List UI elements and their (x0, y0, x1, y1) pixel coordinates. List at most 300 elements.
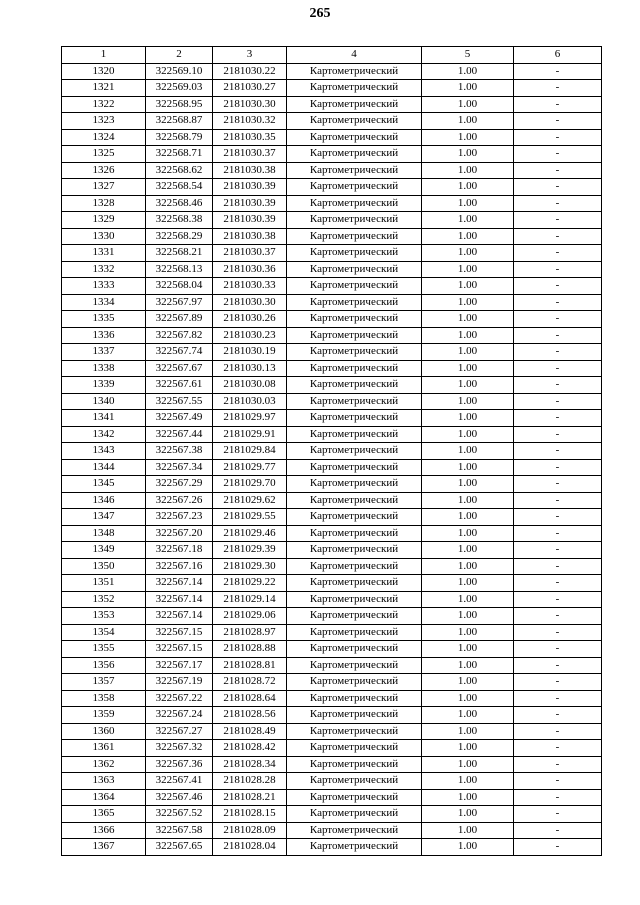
table-row (62, 443, 602, 460)
table-cell: 2181028.15 (213, 806, 287, 823)
table-cell: 1.00 (422, 245, 514, 262)
table-cell: 1.00 (422, 492, 514, 509)
table-cell: 1354 (62, 624, 146, 641)
table-cell: 322567.89 (146, 311, 213, 328)
table-cell: 2181029.62 (213, 492, 287, 509)
table-cell: 2181028.34 (213, 756, 287, 773)
table-cell: 1.00 (422, 773, 514, 790)
table-cell: 2181028.28 (213, 773, 287, 790)
table-cell: - (514, 113, 602, 130)
table-cell: 1330 (62, 228, 146, 245)
table-cell: - (514, 542, 602, 559)
table-cell: - (514, 558, 602, 575)
table-cell: 1331 (62, 245, 146, 262)
table-cell: - (514, 608, 602, 625)
table-cell: 1.00 (422, 542, 514, 559)
table-cell: 2181028.64 (213, 690, 287, 707)
table-cell: 1326 (62, 162, 146, 179)
table-cell: Картометрический (287, 740, 422, 757)
table-cell: Картометрический (287, 113, 422, 130)
table-cell: 1328 (62, 195, 146, 212)
table-cell: 1.00 (422, 146, 514, 163)
table-cell: Картометрический (287, 575, 422, 592)
table-cell: 1366 (62, 822, 146, 839)
table-cell: Картометрический (287, 641, 422, 658)
table-cell: 2181028.88 (213, 641, 287, 658)
table-cell: 1.00 (422, 360, 514, 377)
table-cell: 1.00 (422, 822, 514, 839)
table-cell: Картометрический (287, 542, 422, 559)
table-row (62, 278, 602, 295)
table-cell: 1.00 (422, 228, 514, 245)
table-cell: 322567.18 (146, 542, 213, 559)
table-row (62, 410, 602, 427)
table-cell: - (514, 162, 602, 179)
table-cell: - (514, 575, 602, 592)
table-row (62, 525, 602, 542)
table-cell: - (514, 756, 602, 773)
table-cell: 1337 (62, 344, 146, 361)
table-cell: 2181030.13 (213, 360, 287, 377)
table-cell: 2181029.84 (213, 443, 287, 460)
table-cell: 2181030.27 (213, 80, 287, 97)
table-cell: 2181028.09 (213, 822, 287, 839)
table-cell: 1336 (62, 327, 146, 344)
table-cell: 322568.29 (146, 228, 213, 245)
table-cell: 1.00 (422, 311, 514, 328)
table-cell: 322567.16 (146, 558, 213, 575)
table-cell: 1.00 (422, 509, 514, 526)
table-cell: 322567.44 (146, 426, 213, 443)
table-row (62, 63, 602, 80)
coordinates-table (61, 46, 602, 856)
table-cell: 2181030.03 (213, 393, 287, 410)
table-cell: Картометрический (287, 459, 422, 476)
table-cell: 322567.20 (146, 525, 213, 542)
table-cell: 1332 (62, 261, 146, 278)
table-cell: 1.00 (422, 129, 514, 146)
table-cell: - (514, 393, 602, 410)
table-cell: 1.00 (422, 624, 514, 641)
table-cell: - (514, 806, 602, 823)
table-row (62, 773, 602, 790)
table-row (62, 426, 602, 443)
table-row (62, 228, 602, 245)
table-cell: 1329 (62, 212, 146, 229)
table-cell: Картометрический (287, 822, 422, 839)
table-cell: 322568.04 (146, 278, 213, 295)
table-cell: 322568.21 (146, 245, 213, 262)
table-cell: Картометрический (287, 261, 422, 278)
table-cell: 1364 (62, 789, 146, 806)
table-cell: Картометрический (287, 96, 422, 113)
table-cell: Картометрический (287, 789, 422, 806)
table-cell: 1362 (62, 756, 146, 773)
table-cell: 2181030.35 (213, 129, 287, 146)
table-cell: 2181029.06 (213, 608, 287, 625)
table-cell: 1325 (62, 146, 146, 163)
column-header: 4 (287, 47, 422, 64)
table-cell: 1355 (62, 641, 146, 658)
table-cell: 1.00 (422, 261, 514, 278)
table-cell: 322567.38 (146, 443, 213, 460)
table-row (62, 245, 602, 262)
table-row (62, 740, 602, 757)
table-row (62, 608, 602, 625)
table-cell: 2181029.39 (213, 542, 287, 559)
table-cell: 322568.87 (146, 113, 213, 130)
table-cell: - (514, 228, 602, 245)
table-row (62, 492, 602, 509)
table-cell: 322567.61 (146, 377, 213, 394)
table-cell: Картометрический (287, 707, 422, 724)
table-cell: 322568.79 (146, 129, 213, 146)
table-row (62, 542, 602, 559)
table-cell: 1320 (62, 63, 146, 80)
table-cell: - (514, 624, 602, 641)
table-cell: Картометрический (287, 179, 422, 196)
table-row (62, 707, 602, 724)
table-row (62, 377, 602, 394)
table-cell: Картометрический (287, 509, 422, 526)
table-cell: Картометрический (287, 476, 422, 493)
table-row (62, 674, 602, 691)
table-cell: 1367 (62, 839, 146, 856)
table-cell: 1.00 (422, 575, 514, 592)
table-cell: - (514, 707, 602, 724)
table-cell: 322567.29 (146, 476, 213, 493)
table-cell: 2181030.30 (213, 96, 287, 113)
table-cell: - (514, 63, 602, 80)
table-cell: 1.00 (422, 657, 514, 674)
table-cell: Картометрический (287, 146, 422, 163)
table-cell: Картометрический (287, 245, 422, 262)
table-row (62, 162, 602, 179)
table-cell: 2181029.97 (213, 410, 287, 427)
table-cell: 322567.22 (146, 690, 213, 707)
table-cell: - (514, 278, 602, 295)
table-cell: - (514, 146, 602, 163)
table-cell: 1363 (62, 773, 146, 790)
table-cell: 2181030.39 (213, 179, 287, 196)
table-cell: 1.00 (422, 344, 514, 361)
table-cell: - (514, 740, 602, 757)
table-cell: - (514, 476, 602, 493)
table-cell: 1345 (62, 476, 146, 493)
table-row (62, 789, 602, 806)
table-row (62, 179, 602, 196)
table-cell: Картометрический (287, 624, 422, 641)
table-cell: 322567.52 (146, 806, 213, 823)
table-cell: 2181030.36 (213, 261, 287, 278)
table-cell: - (514, 674, 602, 691)
table-cell: 2181029.14 (213, 591, 287, 608)
table-cell: Картометрический (287, 129, 422, 146)
table-cell: 1.00 (422, 525, 514, 542)
table-row (62, 146, 602, 163)
table-cell: 1.00 (422, 212, 514, 229)
table-cell: 1.00 (422, 63, 514, 80)
table-cell: Картометрический (287, 393, 422, 410)
table-cell: 322567.26 (146, 492, 213, 509)
table-row (62, 624, 602, 641)
table-cell: - (514, 773, 602, 790)
table-cell: 2181028.49 (213, 723, 287, 740)
table-cell: 1349 (62, 542, 146, 559)
table-cell: 1.00 (422, 377, 514, 394)
table-cell: 2181030.23 (213, 327, 287, 344)
table-cell: 322568.38 (146, 212, 213, 229)
table-cell: 1344 (62, 459, 146, 476)
table-cell: 2181030.22 (213, 63, 287, 80)
table-cell: Картометрический (287, 344, 422, 361)
table-cell: 2181028.21 (213, 789, 287, 806)
table-cell: - (514, 344, 602, 361)
table-cell: 2181028.56 (213, 707, 287, 724)
table-cell: Картометрический (287, 327, 422, 344)
table-cell: 322567.82 (146, 327, 213, 344)
table-cell: Картометрический (287, 690, 422, 707)
table-cell: 2181028.97 (213, 624, 287, 641)
table-cell: 2181029.46 (213, 525, 287, 542)
table-cell: 2181029.77 (213, 459, 287, 476)
table-cell: 1323 (62, 113, 146, 130)
table-cell: Картометрический (287, 426, 422, 443)
header-row (62, 47, 602, 64)
table-row (62, 641, 602, 658)
table-row (62, 575, 602, 592)
table-cell: Картометрический (287, 162, 422, 179)
table-cell: 1335 (62, 311, 146, 328)
table-cell: 2181030.39 (213, 195, 287, 212)
table-cell: Картометрический (287, 756, 422, 773)
column-header: 2 (146, 47, 213, 64)
table-cell: 2181030.39 (213, 212, 287, 229)
page-number: 265 (309, 6, 331, 21)
table-cell: - (514, 459, 602, 476)
table-cell: 2181030.30 (213, 294, 287, 311)
table-cell: - (514, 195, 602, 212)
table-cell: 322567.41 (146, 773, 213, 790)
table-cell: Картометрический (287, 806, 422, 823)
table-cell: 1324 (62, 129, 146, 146)
table-cell: - (514, 179, 602, 196)
table-cell: 1.00 (422, 558, 514, 575)
table-cell: Картометрический (287, 839, 422, 856)
table-cell: 322567.19 (146, 674, 213, 691)
table-cell: 2181028.81 (213, 657, 287, 674)
table-cell: 1327 (62, 179, 146, 196)
table-cell: - (514, 261, 602, 278)
table-row (62, 476, 602, 493)
table-cell: 1.00 (422, 476, 514, 493)
table-cell: 322567.58 (146, 822, 213, 839)
table-cell: 1.00 (422, 806, 514, 823)
table-cell: - (514, 245, 602, 262)
table-row (62, 690, 602, 707)
table-row (62, 80, 602, 97)
table-cell: - (514, 723, 602, 740)
table-cell: 1347 (62, 509, 146, 526)
table-cell: 322568.54 (146, 179, 213, 196)
table-cell: 2181030.33 (213, 278, 287, 295)
table-cell: 1356 (62, 657, 146, 674)
table-cell: 322567.74 (146, 344, 213, 361)
table-cell: Картометрический (287, 608, 422, 625)
table-cell: 1343 (62, 443, 146, 460)
table-cell: - (514, 129, 602, 146)
table-cell: Картометрический (287, 443, 422, 460)
table-cell: 1357 (62, 674, 146, 691)
table-cell: - (514, 426, 602, 443)
table-cell: - (514, 212, 602, 229)
table-row (62, 657, 602, 674)
table-cell: 1358 (62, 690, 146, 707)
table-cell: 1.00 (422, 591, 514, 608)
table-cell: 2181029.30 (213, 558, 287, 575)
table-cell: 322567.24 (146, 707, 213, 724)
table-cell: 322567.36 (146, 756, 213, 773)
table-cell: 322567.27 (146, 723, 213, 740)
table-cell: Картометрический (287, 657, 422, 674)
table-cell: 1.00 (422, 410, 514, 427)
table-row (62, 311, 602, 328)
table-cell: 1.00 (422, 96, 514, 113)
table-cell: - (514, 525, 602, 542)
table-row (62, 393, 602, 410)
table-cell: 1333 (62, 278, 146, 295)
table-cell: 1341 (62, 410, 146, 427)
table-row (62, 96, 602, 113)
table-cell: 322567.15 (146, 641, 213, 658)
table-cell: Картометрический (287, 80, 422, 97)
table-cell: 322567.14 (146, 608, 213, 625)
table-cell: 1.00 (422, 294, 514, 311)
table-cell: 1.00 (422, 162, 514, 179)
table-cell: 1.00 (422, 608, 514, 625)
table-cell: 322567.34 (146, 459, 213, 476)
table-cell: Картометрический (287, 377, 422, 394)
table-cell: Картометрический (287, 311, 422, 328)
table-cell: 322567.14 (146, 575, 213, 592)
table-cell: 2181029.55 (213, 509, 287, 526)
table-cell: - (514, 327, 602, 344)
table-row (62, 344, 602, 361)
table-cell: 1353 (62, 608, 146, 625)
table-cell: 322567.49 (146, 410, 213, 427)
table-cell: Картометрический (287, 195, 422, 212)
table-cell: 322569.03 (146, 80, 213, 97)
table-cell: 1322 (62, 96, 146, 113)
table-cell: 2181030.38 (213, 228, 287, 245)
table-cell: - (514, 822, 602, 839)
table-cell: 2181030.37 (213, 245, 287, 262)
table-row (62, 723, 602, 740)
table-cell: 1.00 (422, 740, 514, 757)
table-cell: Картометрический (287, 773, 422, 790)
table-row (62, 212, 602, 229)
table-cell: 1.00 (422, 195, 514, 212)
table-cell: Картометрический (287, 212, 422, 229)
table-cell: Картометрический (287, 525, 422, 542)
table-cell: 1.00 (422, 641, 514, 658)
table-cell: Картометрический (287, 278, 422, 295)
table-row (62, 195, 602, 212)
table-cell: - (514, 591, 602, 608)
table-row (62, 459, 602, 476)
table-cell: 2181030.32 (213, 113, 287, 130)
table-cell: Картометрический (287, 558, 422, 575)
table-cell: 1.00 (422, 113, 514, 130)
table-cell: 1348 (62, 525, 146, 542)
table-cell: 1.00 (422, 80, 514, 97)
table-cell: 2181030.38 (213, 162, 287, 179)
table-row (62, 261, 602, 278)
table-cell: 1.00 (422, 278, 514, 295)
table-cell: 1.00 (422, 179, 514, 196)
table-cell: 1339 (62, 377, 146, 394)
table-cell: 1346 (62, 492, 146, 509)
table-cell: 2181030.08 (213, 377, 287, 394)
table-cell: - (514, 311, 602, 328)
table-cell: 322567.32 (146, 740, 213, 757)
table-cell: 322567.67 (146, 360, 213, 377)
table-cell: 322567.46 (146, 789, 213, 806)
table-row (62, 806, 602, 823)
table-cell: Картометрический (287, 410, 422, 427)
table-row (62, 129, 602, 146)
table-cell: - (514, 492, 602, 509)
table-cell: 322567.14 (146, 591, 213, 608)
table-cell: - (514, 789, 602, 806)
table-cell: 322568.46 (146, 195, 213, 212)
column-header: 1 (62, 47, 146, 64)
table-cell: 1.00 (422, 327, 514, 344)
table-cell: 1.00 (422, 426, 514, 443)
table-cell: 322568.62 (146, 162, 213, 179)
table-cell: 322567.17 (146, 657, 213, 674)
table-cell: 1359 (62, 707, 146, 724)
table-cell: Картометрический (287, 294, 422, 311)
table-cell: - (514, 360, 602, 377)
table-cell: 2181028.72 (213, 674, 287, 691)
table-cell: 2181030.37 (213, 146, 287, 163)
table-row (62, 822, 602, 839)
table-row (62, 591, 602, 608)
table-cell: 2181029.70 (213, 476, 287, 493)
table-row (62, 294, 602, 311)
table-cell: 2181030.19 (213, 344, 287, 361)
table-header (62, 47, 602, 64)
table-cell: 1360 (62, 723, 146, 740)
table-cell: 1365 (62, 806, 146, 823)
table-cell: - (514, 443, 602, 460)
table-cell: - (514, 509, 602, 526)
table-cell: 322567.23 (146, 509, 213, 526)
table-cell: 1321 (62, 80, 146, 97)
table-row (62, 509, 602, 526)
table-cell: 1340 (62, 393, 146, 410)
table-cell: Картометрический (287, 228, 422, 245)
table-row (62, 558, 602, 575)
table-cell: Картометрический (287, 591, 422, 608)
table-cell: 2181028.04 (213, 839, 287, 856)
table-cell: - (514, 294, 602, 311)
table-row (62, 327, 602, 344)
table-row (62, 113, 602, 130)
table-cell: 1.00 (422, 674, 514, 691)
table-cell: 1350 (62, 558, 146, 575)
